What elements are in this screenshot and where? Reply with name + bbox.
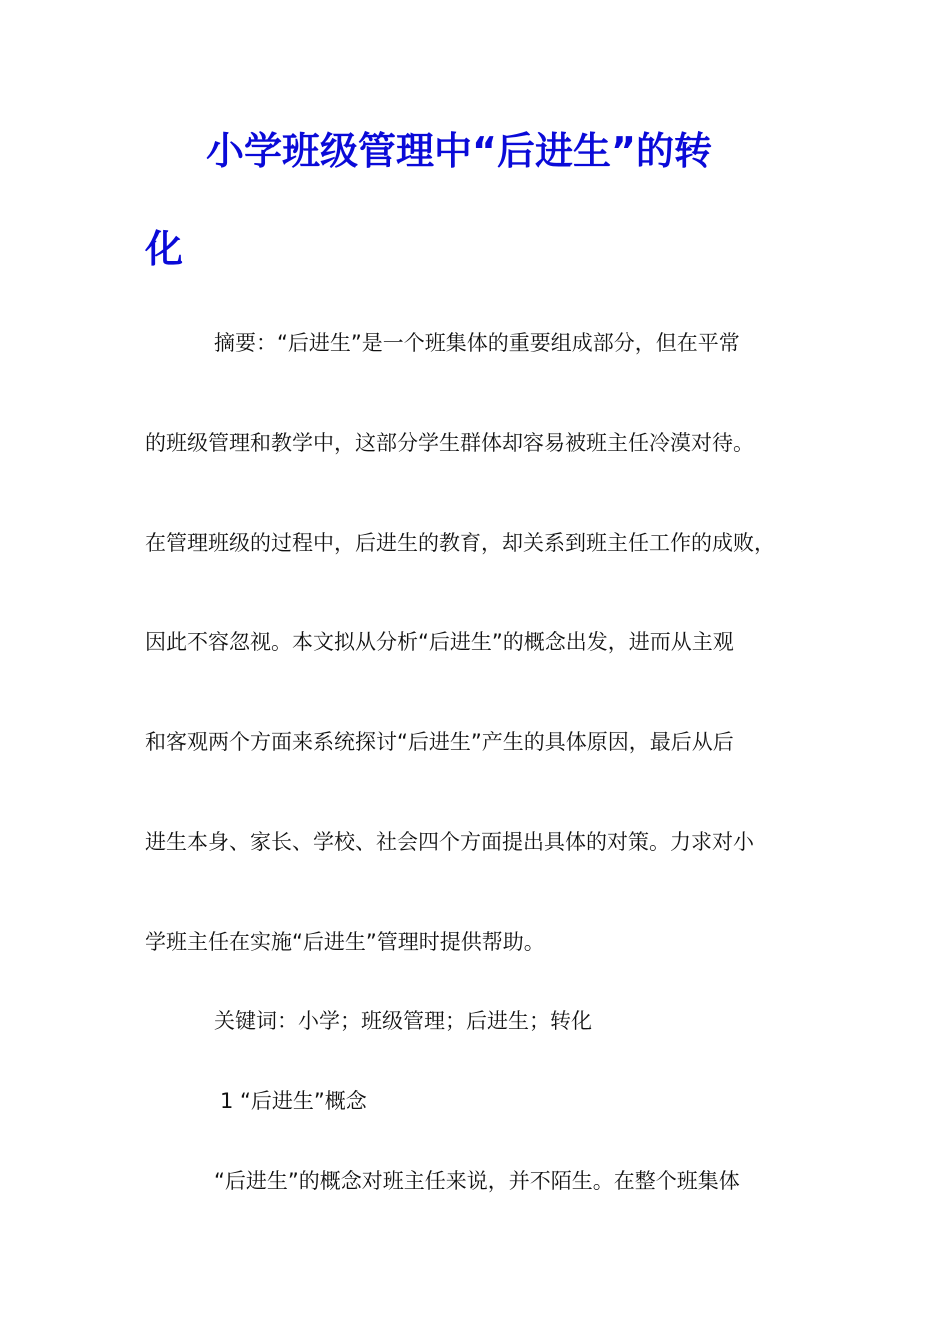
abstract-line-7: 学班主任在实施“后进生”管理时提供帮助。 (145, 930, 545, 954)
abstract-line-5: 和客观两个方面来系统探讨“后进生”产生的具体原因，最后从后 (145, 730, 734, 754)
section-heading: 1 “后进生”概念 (220, 1089, 367, 1113)
keywords-line: 关键词：小学；班级管理；后进生；转化 (214, 1009, 592, 1033)
abstract-line-1: 摘要：“后进生”是一个班集体的重要组成部分，但在平常 (214, 331, 740, 355)
abstract-line-6: 进生本身、家长、学校、社会四个方面提出具体的对策。力求对小 (145, 830, 754, 854)
abstract-line-4: 因此不容忽视。本文拟从分析“后进生”的概念出发，进而从主观 (145, 630, 734, 654)
body-paragraph-line: “后进生”的概念对班主任来说，并不陌生。在整个班集体 (214, 1169, 740, 1193)
abstract-line-3: 在管理班级的过程中，后进生的教育，却关系到班主任工作的成败， (145, 531, 775, 555)
document-title-line-2: 化 (145, 227, 184, 271)
document-title-line-1: 小学班级管理中“后进生”的转 (206, 129, 712, 173)
abstract-line-2: 的班级管理和教学中，这部分学生群体却容易被班主任冷漠对待。 (145, 431, 754, 455)
